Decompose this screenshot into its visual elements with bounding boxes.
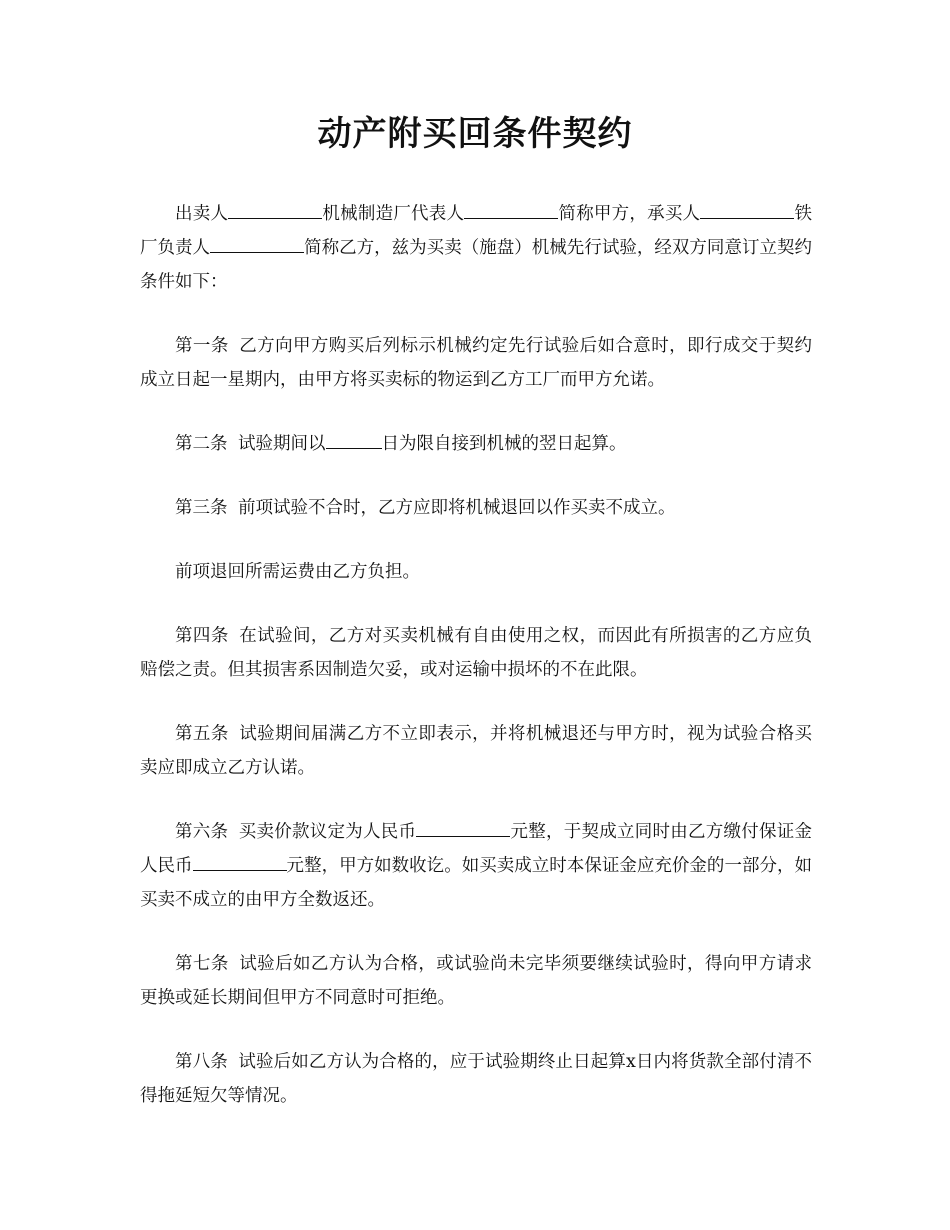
paragraph-gap: [140, 589, 812, 619]
article-3: [140, 491, 812, 525]
article-text: 买卖价款议定为人民币: [238, 822, 417, 842]
article-4: [140, 619, 812, 687]
intro-text: 出卖人: [175, 204, 229, 224]
fill-blank: [326, 430, 382, 449]
paragraph-gap: [140, 397, 812, 427]
article-text: 日为限自接到机械的翌日起算。: [381, 434, 627, 454]
article-8: [140, 1045, 812, 1113]
intro-text: 铁厂负责人: [140, 204, 813, 258]
intro-text: 机械制造厂代表人: [322, 204, 465, 224]
document-title: 动产附买回条件契约: [317, 114, 633, 154]
article-1: [140, 329, 812, 397]
fill-blank: [464, 200, 558, 219]
article-number: 第二条: [175, 434, 228, 454]
paragraph-gap: [140, 1015, 812, 1045]
article-text: 元整，于契成立同时由乙方缴付保证金人民币: [140, 822, 812, 876]
article-text: 试验期间以: [238, 434, 326, 454]
paragraph-gap: [140, 461, 812, 491]
paragraph-gap: [140, 525, 812, 555]
article-text: 乙方向甲方购买后列标示机械约定先行试验后如合意时，即行成交于契约成立日起一星期内，由甲方将买卖标的物运到乙方工厂而甲方允诺。: [140, 336, 813, 390]
article-text: 元整，甲方如数收讫。如买卖成立时本保证金应充价金的一部分，如买卖不成立的由甲方全数返还。: [140, 856, 812, 910]
intro-paragraph: [140, 197, 812, 299]
paragraph-gap: [140, 687, 812, 717]
article-number: 第四条: [175, 626, 229, 646]
article-text: 试验期间届满乙方不立即表示，并将机械退还与甲方时，视为试验合格买卖应即成立乙方认诺。: [140, 724, 813, 778]
article-number: 第五条: [175, 724, 229, 744]
intro-text: 简称乙方，兹为买卖（施盘）机械先行试验，经双方同意订立契约条件如下：: [140, 238, 812, 292]
article-2: [140, 427, 812, 461]
document-body: [140, 197, 812, 1113]
intro-text: 简称甲方，承买人: [558, 204, 701, 224]
article-text: 前项试验不合时，乙方应即将机械退回以作买卖不成立。: [238, 498, 676, 518]
fill-blank: [416, 818, 510, 837]
article-7: [140, 947, 812, 1015]
article-3-note: 前项退回所需运费由乙方负担。: [175, 562, 420, 582]
article-number: 第七条: [175, 954, 229, 974]
article-number: 第三条: [175, 498, 228, 518]
paragraph-gap: [140, 917, 812, 947]
paragraph-gap: [140, 785, 812, 815]
fill-blank: [700, 200, 794, 219]
article-text: 试验后如乙方认为合格的，应于试验期终止日起算x日内将货款全部付清不得拖延短欠等情况。: [140, 1052, 812, 1106]
article-6: [140, 815, 812, 917]
article-number: 第一条: [175, 336, 229, 356]
paragraph-gap: [140, 299, 812, 329]
fill-blank: [210, 234, 304, 253]
article-number: 第六条: [175, 822, 229, 842]
article-text: 在试验间，乙方对买卖机械有自由使用之权，而因此有所损害的乙方应负赔偿之责。但其损害系因制造欠妥，或对运输中损坏的不在此限。: [140, 626, 813, 680]
article-number: 第八条: [175, 1052, 228, 1072]
article-5: [140, 717, 812, 785]
article-text: 试验后如乙方认为合格，或试验尚未完毕须要继续试验时，得向甲方请求更换或延长期间但甲方不同意时可拒绝。: [140, 954, 813, 1008]
fill-blank: [228, 200, 322, 219]
fill-blank: [193, 852, 287, 871]
